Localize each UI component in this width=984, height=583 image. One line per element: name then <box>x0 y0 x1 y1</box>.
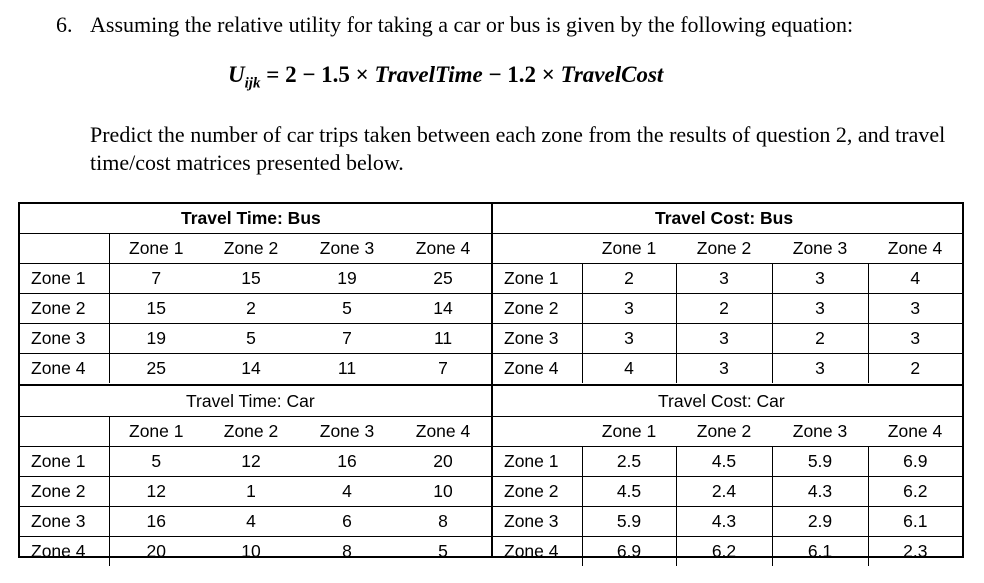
cell-value: 7 <box>438 358 448 378</box>
cell-value: 7 <box>299 324 395 354</box>
question-number: 6. <box>56 12 73 37</box>
cell-value: 4 <box>203 507 299 537</box>
question-text: Assuming the relative utility for taking a car or bus is given by the following equation: <box>90 12 854 37</box>
equation-lhs-subscript: ijk <box>244 75 261 92</box>
row-label: Zone 1 <box>493 264 582 294</box>
col-header: Zone 3 <box>299 234 395 264</box>
travel-cost-car-title: Travel Cost: Car <box>658 391 785 411</box>
cell-value: 3 <box>676 354 772 384</box>
col-header: Zone 2 <box>203 234 299 264</box>
row-label: Zone 3 <box>493 324 582 354</box>
cell-value: 5 <box>438 541 448 561</box>
row-label: Zone 2 <box>20 477 109 507</box>
row-label: Zone 2 <box>493 477 582 507</box>
cell-value: 19 <box>109 324 203 354</box>
cell-value: 2 <box>868 354 962 384</box>
travel-time-bus-title-cell <box>20 204 491 234</box>
cell-value: 2.9 <box>772 507 868 537</box>
cell-value: 5 <box>299 294 395 324</box>
travel-cost-car-table <box>493 387 962 566</box>
travel-time-car-title: Travel Time: Car <box>186 391 315 411</box>
cell-value: 3 <box>772 354 868 384</box>
cell-value: 2.4 <box>676 477 772 507</box>
col-header: Zone 3 <box>772 417 868 447</box>
col-header: Zone 2 <box>676 234 772 264</box>
cell-value: 5 <box>109 447 203 477</box>
cell-value: 10 <box>395 477 491 507</box>
cell-value: 12 <box>203 447 299 477</box>
col-header: Zone 4 <box>395 417 491 447</box>
corner-cell <box>493 417 582 447</box>
travel-time-bus-title: Travel Time: Bus <box>181 208 321 228</box>
table-row <box>493 324 962 354</box>
col-header: Zone 1 <box>582 234 676 264</box>
cell-value: 25 <box>395 264 491 294</box>
travel-time-bus-block <box>20 204 491 383</box>
equation-rhs-start: = 2 − 1.5 × <box>260 62 375 87</box>
question-6 <box>56 12 853 38</box>
cell-value: 5.9 <box>582 507 676 537</box>
col-header: Zone 1 <box>109 417 203 447</box>
cell-value: 14 <box>241 358 261 378</box>
cell-value: 4 <box>868 264 962 294</box>
corner-cell <box>20 417 109 447</box>
corner-cell <box>493 234 582 264</box>
equation-var-travelcost: TravelCost <box>560 62 664 87</box>
travel-cost-bus-title: Travel Cost: Bus <box>655 208 794 228</box>
table-row <box>493 354 962 384</box>
cell-value: 19 <box>299 264 395 294</box>
cell-value: 8 <box>395 507 491 537</box>
cell-value: 20 <box>395 447 491 477</box>
row-label: Zone 3 <box>20 507 109 537</box>
cell-value: 2 <box>772 324 868 354</box>
table-row <box>20 537 491 567</box>
travel-time-car-block <box>20 387 491 566</box>
travel-cost-car-block <box>493 387 962 566</box>
row-label: Zone 4 <box>31 358 86 378</box>
table-row <box>493 537 962 567</box>
row-label: Zone 3 <box>493 507 582 537</box>
cell-value: 10 <box>241 541 261 561</box>
cell-value: 4.3 <box>772 477 868 507</box>
table-row <box>493 294 962 324</box>
travel-time-car-title-cell <box>20 387 491 417</box>
table-row <box>20 507 491 537</box>
travel-time-car-table <box>20 387 491 566</box>
travel-cost-bus-title-cell <box>493 204 962 234</box>
cell-value: 5.9 <box>772 447 868 477</box>
cell-value: 3 <box>868 324 962 354</box>
cell-value: 3 <box>582 324 676 354</box>
cell-value: 2.5 <box>582 447 676 477</box>
cell-value: 3 <box>676 264 772 294</box>
cell-value: 7 <box>109 264 203 294</box>
cell-value: 6.9 <box>582 537 676 567</box>
cell-value: 14 <box>395 294 491 324</box>
row-label: Zone 4 <box>504 541 559 561</box>
cell-value: 11 <box>395 324 491 354</box>
travel-cost-bus-table <box>493 204 962 383</box>
row-label: Zone 4 <box>504 358 559 378</box>
cell-value: 5 <box>203 324 299 354</box>
table-row <box>20 294 491 324</box>
cell-value: 6.9 <box>868 447 962 477</box>
row-label: Zone 1 <box>493 447 582 477</box>
instructions-paragraph: Predict the number of car trips taken between each zone from the results of question 2, and travel time/cost matrices presented below. <box>90 122 946 175</box>
cell-value: 6.2 <box>868 477 962 507</box>
equation-lhs: U <box>228 62 245 87</box>
cell-value: 3 <box>868 294 962 324</box>
corner-cell <box>20 234 109 264</box>
table-row <box>20 447 491 477</box>
equation-mid: − 1.2 × <box>482 62 561 87</box>
cell-value: 25 <box>109 354 203 384</box>
cell-value: 3 <box>772 294 868 324</box>
section-divider <box>20 384 962 386</box>
col-header: Zone 2 <box>676 417 772 447</box>
cell-value: 15 <box>203 264 299 294</box>
col-header: Zone 1 <box>109 234 203 264</box>
cell-value: 2 <box>676 294 772 324</box>
cell-value: 4 <box>299 477 395 507</box>
col-header: Zone 4 <box>395 234 491 264</box>
cell-value: 8 <box>342 541 352 561</box>
col-header: Zone 4 <box>868 417 962 447</box>
table-row <box>493 264 962 294</box>
table-row <box>493 507 962 537</box>
col-header: Zone 4 <box>868 234 962 264</box>
travel-time-bus-table <box>20 204 491 383</box>
cell-value: 16 <box>299 447 395 477</box>
row-label: Zone 4 <box>31 541 86 561</box>
table-row <box>20 477 491 507</box>
table-row <box>20 324 491 354</box>
row-label: Zone 2 <box>20 294 109 324</box>
cell-value: 6.1 <box>868 507 962 537</box>
cell-value: 6 <box>299 507 395 537</box>
cell-value: 2.3 <box>868 537 962 567</box>
cell-value: 16 <box>109 507 203 537</box>
row-label: Zone 1 <box>20 264 109 294</box>
cell-value: 11 <box>337 358 357 378</box>
table-row <box>493 447 962 477</box>
cell-value: 3 <box>582 294 676 324</box>
col-header: Zone 2 <box>203 417 299 447</box>
travel-cost-car-title-cell <box>493 387 962 417</box>
cell-value: 4 <box>582 354 676 384</box>
cell-value: 15 <box>109 294 203 324</box>
cell-value: 3 <box>676 324 772 354</box>
col-header: Zone 3 <box>299 417 395 447</box>
cell-value: 12 <box>109 477 203 507</box>
row-label: Zone 1 <box>20 447 109 477</box>
cell-value: 2 <box>582 264 676 294</box>
cell-value: 3 <box>772 264 868 294</box>
row-label: Zone 2 <box>493 294 582 324</box>
col-header: Zone 3 <box>772 234 868 264</box>
equation-var-traveltime: TravelTime <box>374 62 483 87</box>
cell-value: 4.5 <box>582 477 676 507</box>
cell-value: 4.3 <box>676 507 772 537</box>
travel-cost-bus-block <box>493 204 962 383</box>
col-header: Zone 1 <box>582 417 676 447</box>
matrices-grid <box>18 202 964 561</box>
cell-value: 1 <box>203 477 299 507</box>
cell-value: 6.2 <box>676 537 772 567</box>
cell-value: 2 <box>203 294 299 324</box>
cell-value: 6.1 <box>772 537 868 567</box>
table-row <box>20 264 491 294</box>
row-label: Zone 3 <box>20 324 109 354</box>
table-row <box>493 477 962 507</box>
table-row <box>20 354 491 384</box>
cell-value: 20 <box>109 537 203 567</box>
utility-equation <box>228 62 663 93</box>
cell-value: 4.5 <box>676 447 772 477</box>
